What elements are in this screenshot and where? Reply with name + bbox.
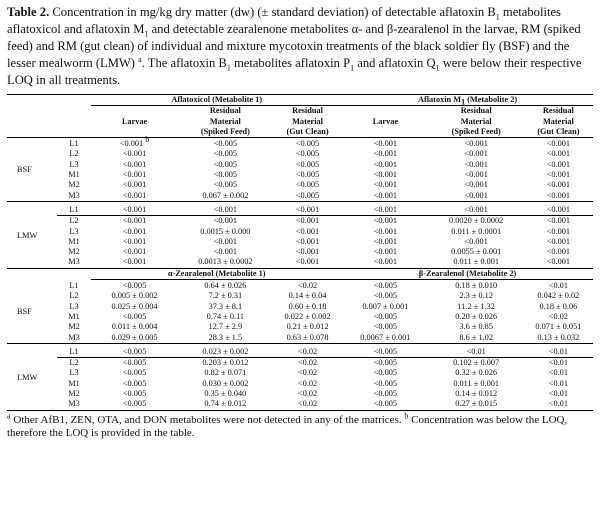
table-cell: 2.3 ± 0.12 [459,291,493,301]
caption-text: Concentration in mg/kg dry matter (dw) (± standard deviation) of detectable aflatoxin $B_1$ metabolites aflatoxicol and aflatoxin $M_1$ and detectable zearalenone metabolites α- and β-zearalenol in the larvae, RM (spiked feed) and RM (gut clean) of individual and mixture mycotoxin treatments of the black soldier fly (BSF) and the lesser mealworm (LMW) $^a$. The aflatoxin $B_1$ metabolites aflatoxin $P_1$ and aflatoxin $Q_1$ were below their respective LOQ in all treatments. [7,5,582,87]
table-cell: <0.02 [548,311,568,321]
treatment-code: M1 [68,311,80,321]
treatment-code: M1 [68,236,80,246]
table-cell: 0.27 ± 0.015 [455,399,498,409]
table-cell: <0.001 [295,226,320,236]
table-cell: 0.64 ± 0.026 [204,281,247,291]
table-cell: 0.011 ± 0.001 [453,257,500,267]
table-row [7,302,593,312]
table-cell: <0.005 [373,378,398,388]
table-cell: <0.001 [213,216,238,226]
table-cell: <0.001 [122,159,147,169]
table-cell: <0.005 [295,180,320,190]
header-aflatoxicol: Aflatoxicol (Metabolite 1) [91,95,342,106]
table-row [7,247,593,257]
table-cell: <0.001 [122,190,147,200]
table-cell: 0.007 ± 0.001 [362,301,409,311]
treatment-code: L3 [69,159,79,169]
table-cell: 12.7 ± 2.9 [208,322,243,332]
table-cell: <0.005 [122,311,147,321]
table-cell: <0.01 [548,368,568,378]
table-cell: 0.18 ± 0.06 [539,301,578,311]
table-cell: <0.001 [464,204,488,214]
table-cell: <0.005 [213,139,238,149]
table-row [7,204,593,216]
table-row [7,346,593,358]
treatment-code: M1 [68,378,80,388]
table-cell: 3.6 ± 0.85 [459,322,493,332]
treatment-code: L1 [69,280,79,290]
table-cell: <0.005 [373,291,398,301]
table-cell: 0.030 ± 0.002 [202,378,249,388]
table-row [7,399,593,410]
table-cell: <0.001 [464,170,488,180]
table-cell: <0.001 [213,204,238,214]
table-cell: <0.001 [373,236,398,246]
table-cell: <0.005 [373,368,398,378]
table-cell: 0.20 ± 0.026 [455,311,498,321]
treatment-code: L3 [69,368,79,378]
table-cell: <0.005 [373,322,398,332]
table-cell: 0.005 ± 0.002 [111,291,158,301]
table-row [7,358,593,369]
table-cell: <0.01 [548,378,568,388]
table-cell: <0.001 [213,247,238,257]
header-aflatoxin-m1: Aflatoxin $M_1$ (Metabolite 2) [342,95,593,106]
table-cell: <0.001 [464,190,488,200]
header-rm-clean: Residual Material (Gut Clean) [286,106,329,136]
table-cell: <0.005 [295,190,320,200]
table-row [7,227,593,237]
table-cell: <0.005 [373,358,398,368]
table-cell: <0.001 [373,204,398,214]
table-cell: <0.005 [295,149,320,159]
table-cell: 0.011 ± 0.004 [111,322,158,332]
table-row [7,160,593,170]
table-cell: 0.0067 ± 0.001 [360,332,411,342]
treatment-code: M3 [68,399,80,409]
table-cell: <0.005 [373,346,398,356]
treatment-code: M2 [68,180,80,190]
table-cell: 11.2 ± 1.32 [457,301,495,311]
table-cell: <0.001 [122,170,147,180]
table-row [7,257,593,268]
table-cell: <0.001 [464,159,488,169]
table-cell: 0.74 ± 0.11 [206,311,245,321]
table-cell: <0.001 [295,236,320,246]
table-cell: <0.001 [546,149,571,159]
table-row [7,368,593,378]
table-cell: <0.001 [213,236,238,246]
table-cell: <0.001 [373,257,398,267]
table-cell: <0.005 [373,311,398,321]
table-cell: <0.001 [373,190,398,200]
table-cell: 8.6 ± 1.02 [459,332,493,342]
table-cell: 0.023 ± 0.002 [202,346,249,356]
table-cell: <0.005 [122,378,147,388]
table-cell: <0.01 [548,399,568,409]
header-rm-spiked: Residual Material (Spiked Feed) [451,106,501,136]
table-cell: 0.071 ± 0.051 [535,322,582,332]
table-cell: 0.82 ± 0.071 [204,368,247,378]
table-cell: <0.001 [546,159,571,169]
table-cell: <0.001 $^b$ [119,135,150,149]
table-cell: <0.01 [548,346,568,356]
table-cell: 0.13 ± 0.032 [537,332,580,342]
table-cell: <0.001 [546,236,571,246]
species-label: BSF [17,164,32,174]
header-rm-clean: Residual Material (Gut Clean) [537,106,580,136]
table-cell: <0.001 [122,204,147,214]
table-cell: 0.14 ± 0.012 [455,389,498,399]
table-cell: 0.32 ± 0.026 [455,368,498,378]
table-cell: <0.001 [546,190,571,200]
table-cell: <0.02 [297,368,318,378]
table-cell: <0.005 [213,170,238,180]
treatment-code: M2 [68,389,80,399]
table-row [7,216,593,227]
table-cell: 0.011 ± 0.001 [453,378,500,388]
table-cell: <0.001 [122,216,147,226]
table-cell: <0.005 [122,281,147,291]
table-cell: <0.001 [373,159,398,169]
table-cell: 0.0015 ± 0.000 [200,226,251,236]
table-cell: <0.01 [548,281,568,291]
header-larvae: Larvae [121,116,148,126]
table-row [7,170,593,180]
table-cell: 0.63 ± 0.078 [286,332,329,342]
table-cell: <0.001 [464,149,488,159]
table-cell: <0.005 [373,399,398,409]
table-cell: <0.001 [464,139,488,149]
treatment-code: L3 [69,301,79,311]
table-cell: <0.005 [213,180,238,190]
table-cell: 0.0055 ± 0.001 [451,247,502,257]
table-cell: <0.001 [546,180,571,190]
header-larvae: Larvae [372,116,399,126]
table-cell: <0.005 [122,346,147,356]
table-cell: <0.005 [213,149,238,159]
treatment-code: M3 [68,257,80,267]
table-cell: <0.001 [373,216,398,226]
treatment-code: L2 [69,216,79,226]
table-cell: 0.0013 ± 0.0002 [198,257,253,267]
treatment-code: L1 [69,139,79,149]
table-cell: 0.35 ± 0.040 [204,389,247,399]
treatment-code: M1 [68,170,80,180]
table-cell: 0.14 ± 0.04 [288,291,327,301]
table-row [7,322,593,332]
table-cell: <0.005 [122,389,147,399]
table-cell: <0.02 [297,358,318,368]
table-row [7,237,593,247]
table-cell: <0.001 [122,180,147,190]
table-row [7,389,593,399]
species-label: BSF [17,306,32,316]
treatment-code: L2 [69,358,79,368]
table-row [7,138,593,150]
table-cell: 37.3 ± 8.1 [208,301,243,311]
caption-label: Table 2. [7,5,50,19]
table-cell: <0.005 [295,170,320,180]
table-cell: <0.001 [373,226,398,236]
table-cell: <0.001 [546,226,571,236]
table-cell: 0.21 ± 0.012 [286,322,329,332]
table-cell: <0.001 [373,180,398,190]
table-row [7,180,593,190]
header-rm-spiked: Residual Material (Spiked Feed) [200,106,250,136]
table-cell: <0.005 [122,399,147,409]
table-cell: <0.02 [297,399,318,409]
table-cell: <0.001 [546,216,571,226]
table-cell: <0.001 [295,257,320,267]
table-cell: <0.001 [295,247,320,257]
header-beta-zearalenol: β-Zearalenol (Metabolite 2) [342,268,593,279]
table-row [7,280,593,292]
table-cell: 0.011 ± 0.0001 [451,226,502,236]
treatment-code: M2 [68,322,80,332]
table-cell: <0.001 [464,180,488,190]
table-cell: <0.005 [122,368,147,378]
table-row [7,291,593,301]
table-row [7,333,593,344]
table-cell: <0.01 [548,358,568,368]
table-cell: <0.001 [122,149,147,159]
table-cell: <0.001 [546,257,571,267]
table-cell: <0.01 [466,346,486,356]
treatment-code: M3 [68,332,80,342]
treatment-code: M3 [68,190,80,200]
table-cell: 0.102 ± 0.007 [453,358,500,368]
treatment-code: L1 [69,346,79,356]
table-cell: <0.001 [373,170,398,180]
table-cell: <0.005 [213,159,238,169]
table-cell: <0.001 [373,247,398,257]
table-cell: <0.001 [546,204,571,214]
table-cell: <0.02 [297,281,318,291]
table-cell: <0.005 [122,358,147,368]
table-cell: <0.005 [373,281,398,291]
table-cell: <0.02 [297,378,318,388]
treatment-code: L2 [69,291,79,301]
table-cell: 0.18 ± 0.010 [455,281,498,291]
treatment-code: L2 [69,149,79,159]
concentration-table [7,94,593,411]
table-cell: 0.60 ± 0.18 [288,301,327,311]
table-cell: <0.001 [295,216,320,226]
table-cell: <0.001 [546,170,571,180]
table-row [7,312,593,322]
table-cell: <0.005 [373,389,398,399]
table-caption [7,4,593,89]
table-cell: <0.005 [295,159,320,169]
table-cell: <0.001 [122,247,147,257]
table-cell: 0.74 ± 0.012 [204,399,247,409]
species-label: LMW [17,373,38,383]
table-row [7,149,593,159]
table-cell: <0.02 [297,346,318,356]
table-cell: <0.001 [373,139,398,149]
treatment-code: M2 [68,247,80,257]
table-cell: <0.02 [297,389,318,399]
table-cell: 0.029 ± 0.005 [111,332,158,342]
header-alpha-zearalenol: α-Zearalenol (Metabolite 1) [91,268,342,279]
treatment-code: L1 [69,204,79,214]
table-cell: <0.01 [548,389,568,399]
table-row [7,191,593,202]
table-cell: 0.022 ± 0.002 [284,311,331,321]
table-cell: <0.001 [373,149,398,159]
species-label: LMW [17,231,38,241]
table-footnote: $^a$ Other AfB1, ZEN, OTA, and DON metabolites were not detected in any of the matrices. $^b$ Concentration was below the LOQ, therefore the LOQ is provided in the table. [7,410,568,440]
table-cell: <0.001 [122,236,147,246]
table-cell: <0.001 [464,236,488,246]
table-cell: <0.001 [295,204,320,214]
table-cell: <0.001 [546,139,571,149]
table-cell: 0.0020 ± 0.0002 [449,216,504,226]
table-cell: 0.067 ± 0.002 [202,190,249,200]
table-cell: 28.3 ± 1.5 [208,332,243,342]
table-cell: 7.2 ± 0.31 [208,291,243,301]
table-cell: <0.001 [122,226,147,236]
table-cell: 0.042 ± 0.02 [537,291,580,301]
table-cell: 0.025 ± 0.004 [111,301,158,311]
treatment-code: L3 [69,226,79,236]
table-cell: <0.001 [122,257,147,267]
table-cell: 0.203 ± 0.012 [202,358,249,368]
table-cell: <0.001 [546,247,571,257]
table-row [7,379,593,389]
table-cell: <0.005 [295,139,320,149]
